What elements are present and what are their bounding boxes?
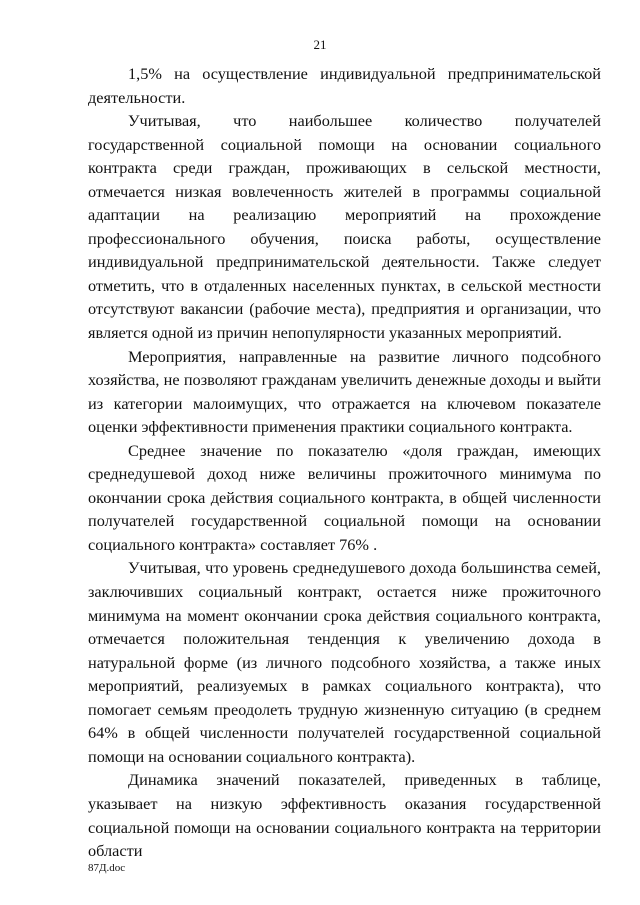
paragraph: Учитывая, что наибольшее количество получателей государственной социальной помощи на основании социального контракта среди граждан, проживающих в сельской местности, отмечается низкая вовлеченность жителей в программы социальной адаптации на реализацию мероприятий на прохождение профессионального обучения, поиска работы, осуществление индивидуальной предпринимательской деятельности. Также следует отметить, что в отдаленных населенных пунктах, в сельской местности отсутствуют вакансии (рабочие места), предприятия и организации, что является одной из причин непопулярности указанных мероприятий. xyxy=(88,111,601,343)
paragraph: Учитывая, что уровень среднедушевого дохода большинства семей, заключивших социальный контракт, остается ниже прожиточного минимума на момент окончании срока действия социального контракта, отмечается положительная тенденция к увеличению дохода в натуральной форме (из личного подсобного хозяйства, а также иных мероприятий, реализуемых в рамках социального контракта), что помогает семьям преодолеть трудную жизненную ситуацию (в среднем 64% в общей численности получателей государственной социальной помощи на основании социального контракта). xyxy=(88,558,601,766)
paragraph-last: Динамика значений показателей, приведенных в таблице, указывает на низкую эффективность оказания государственной социальной помощи на основании социального контракта на территории области xyxy=(88,770,601,861)
document-body xyxy=(88,62,601,863)
paragraph: Среднее значение по показателю «доля граждан, имеющих среднедушевой доход ниже величины прожиточного минимума по окончании срока действия социального контракта, в общей численности получателей государственной социальной помощи на основании социального контракта» составляет 76% . xyxy=(88,440,601,554)
paragraph-continuation: 1,5% на осуществление индивидуальной предпринимательской деятельности. xyxy=(88,64,601,107)
page-number: 21 xyxy=(313,37,327,52)
paragraph: Мероприятия, направленные на развитие личного подсобного хозяйства, не позволяют гражданам увеличить денежные доходы и выйти из категории малоимущих, что отражается на ключевом показателе оценки эффективности применения практики социального контракта. xyxy=(88,346,601,437)
footer-filename: 87Д.doc xyxy=(88,862,126,874)
